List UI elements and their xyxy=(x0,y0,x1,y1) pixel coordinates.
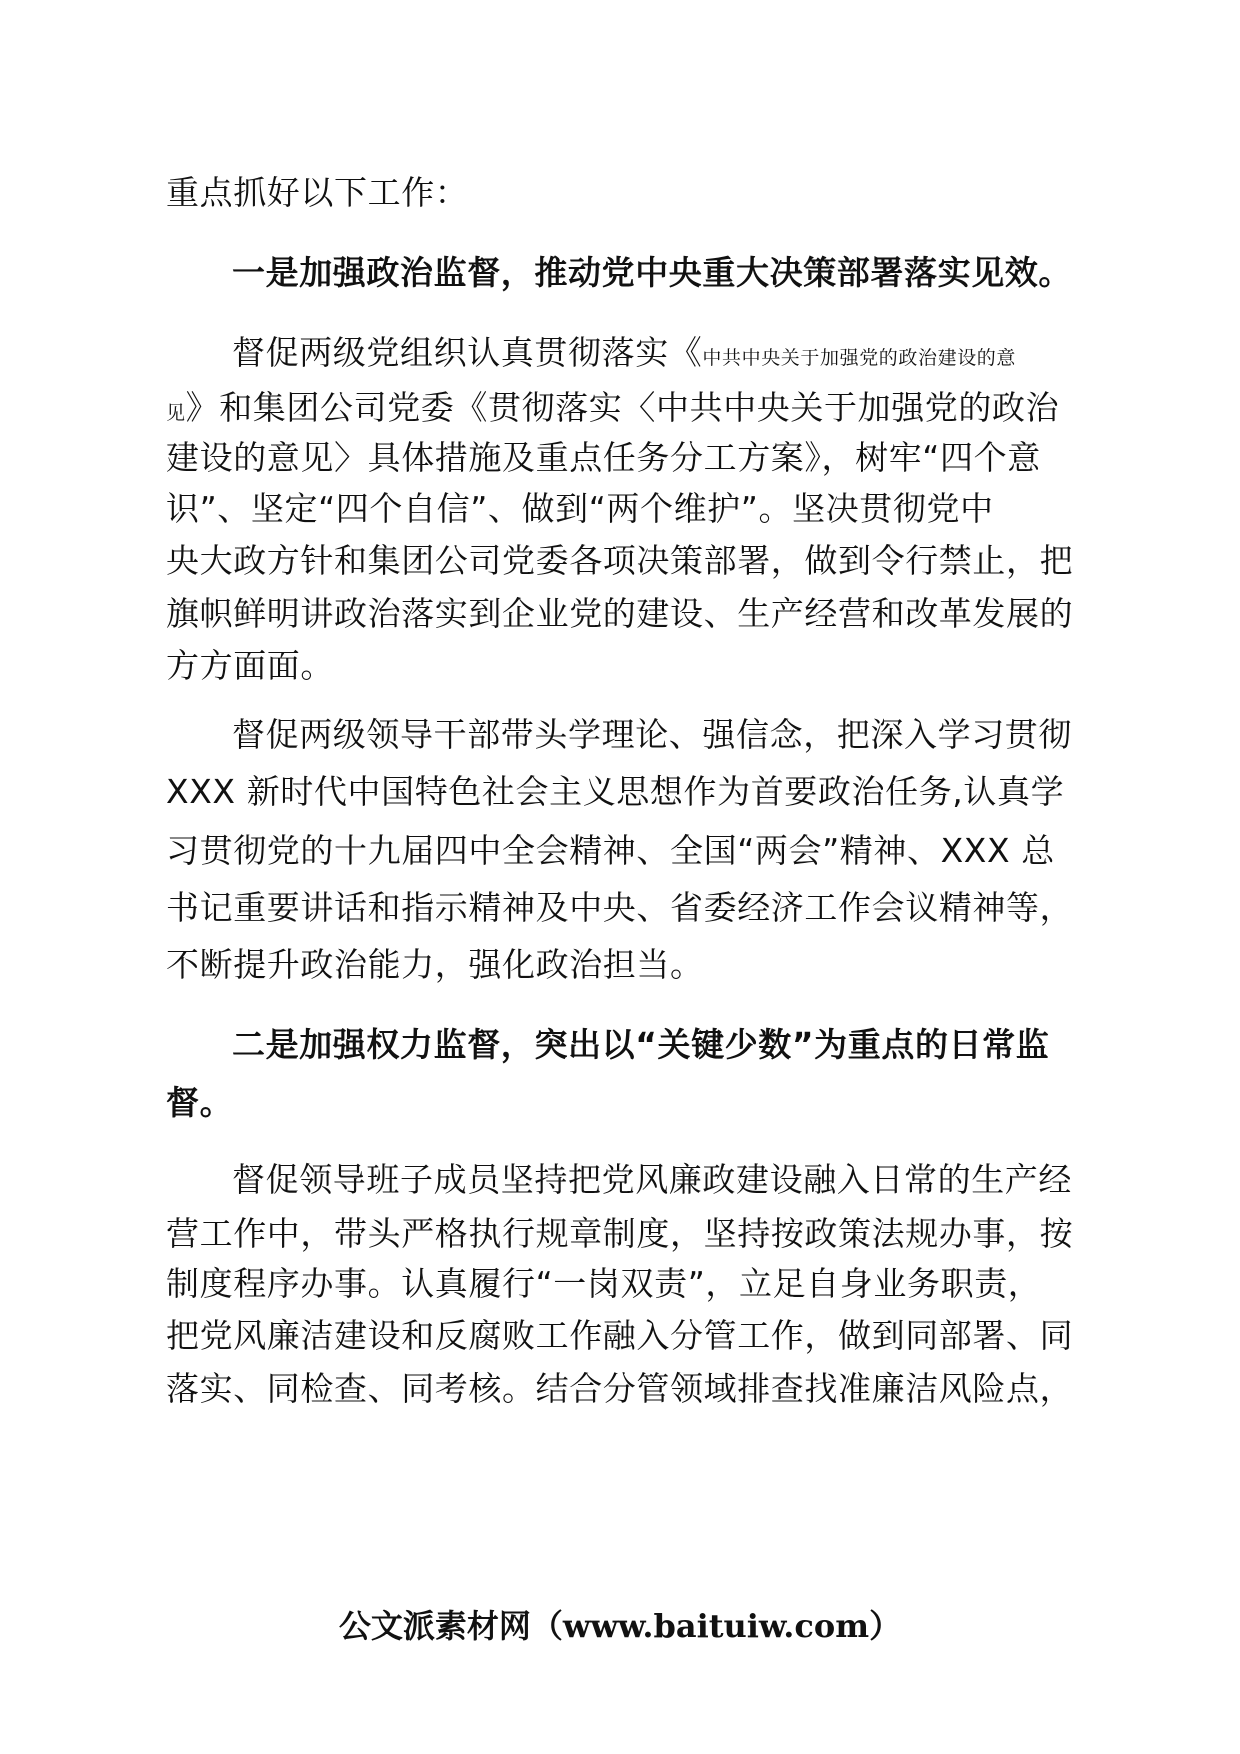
section-heading-continuation: 督。 xyxy=(166,1083,234,1122)
text-line: XXX 新时代中国特色社会主义思想作为首要政治任务,认真学 xyxy=(166,772,1065,811)
document-title-small-text: 见 xyxy=(166,402,186,424)
text-line: 督促领导班子成员坚持把党风廉政建设融入日常的生产经 xyxy=(232,1160,1072,1199)
text-line xyxy=(232,333,1080,378)
text-span: 》和集团公司党委《贯彻落实〈中共中央关于加强党的政治 xyxy=(185,388,1060,427)
text-line: 重点抓好以下工作： xyxy=(166,173,469,212)
text-line: 习贯彻党的十九届四中全会精神、全国“两会”精神、XXX 总 xyxy=(166,831,1055,870)
text-line: 落实、同检查、同考核。结合分管领域排查找准廉洁风险点， xyxy=(166,1369,1074,1408)
text-line: 建设的意见〉具体措施及重点任务分工方案》，树牢“四个意 xyxy=(166,438,1041,477)
text-line: 方方面面。 xyxy=(166,646,334,685)
text-line: 不断提升政治能力，强化政治担当。 xyxy=(166,945,704,984)
text-line: 书记重要讲话和指示精神及中央、省委经济工作会议精神等， xyxy=(166,888,1074,927)
text-line: 把党风廉洁建设和反腐败工作融入分管工作，做到同部署、同 xyxy=(166,1316,1074,1355)
footer-watermark: 公文派素材网（www.baituiw.com） xyxy=(338,1607,902,1645)
section-heading: 二是加强权力监督，突出以“关键少数”为重点的日常监 xyxy=(232,1025,1050,1064)
text-line: 督促两级领导干部带头学理论、强信念，把深入学习贯彻 xyxy=(232,715,1072,754)
text-line: 央大政方针和集团公司党委各项决策部署，做到令行禁止，把 xyxy=(166,541,1074,580)
text-line: 制度程序办事。认真履行“一岗双责”，立足自身业务职责， xyxy=(166,1264,1042,1303)
text-line: 识”、坚定“四个自信”、做到“两个维护”。坚决贯彻党中 xyxy=(166,489,994,528)
text-line: 营工作中，带头严格执行规章制度，坚持按政策法规办事，按 xyxy=(166,1214,1074,1253)
text-line: 旗帜鲜明讲政治落实到企业党的建设、生产经营和改革发展的 xyxy=(166,594,1074,633)
document-title-small-text: 中共中央关于加强党的政治建设的意 xyxy=(702,347,1017,369)
section-heading: 一是加强政治监督，推动党中央重大决策部署落实见效。 xyxy=(232,253,1072,292)
text-line xyxy=(166,388,1080,433)
text-span: 督促两级党组织认真贯彻落实《 xyxy=(232,333,703,372)
